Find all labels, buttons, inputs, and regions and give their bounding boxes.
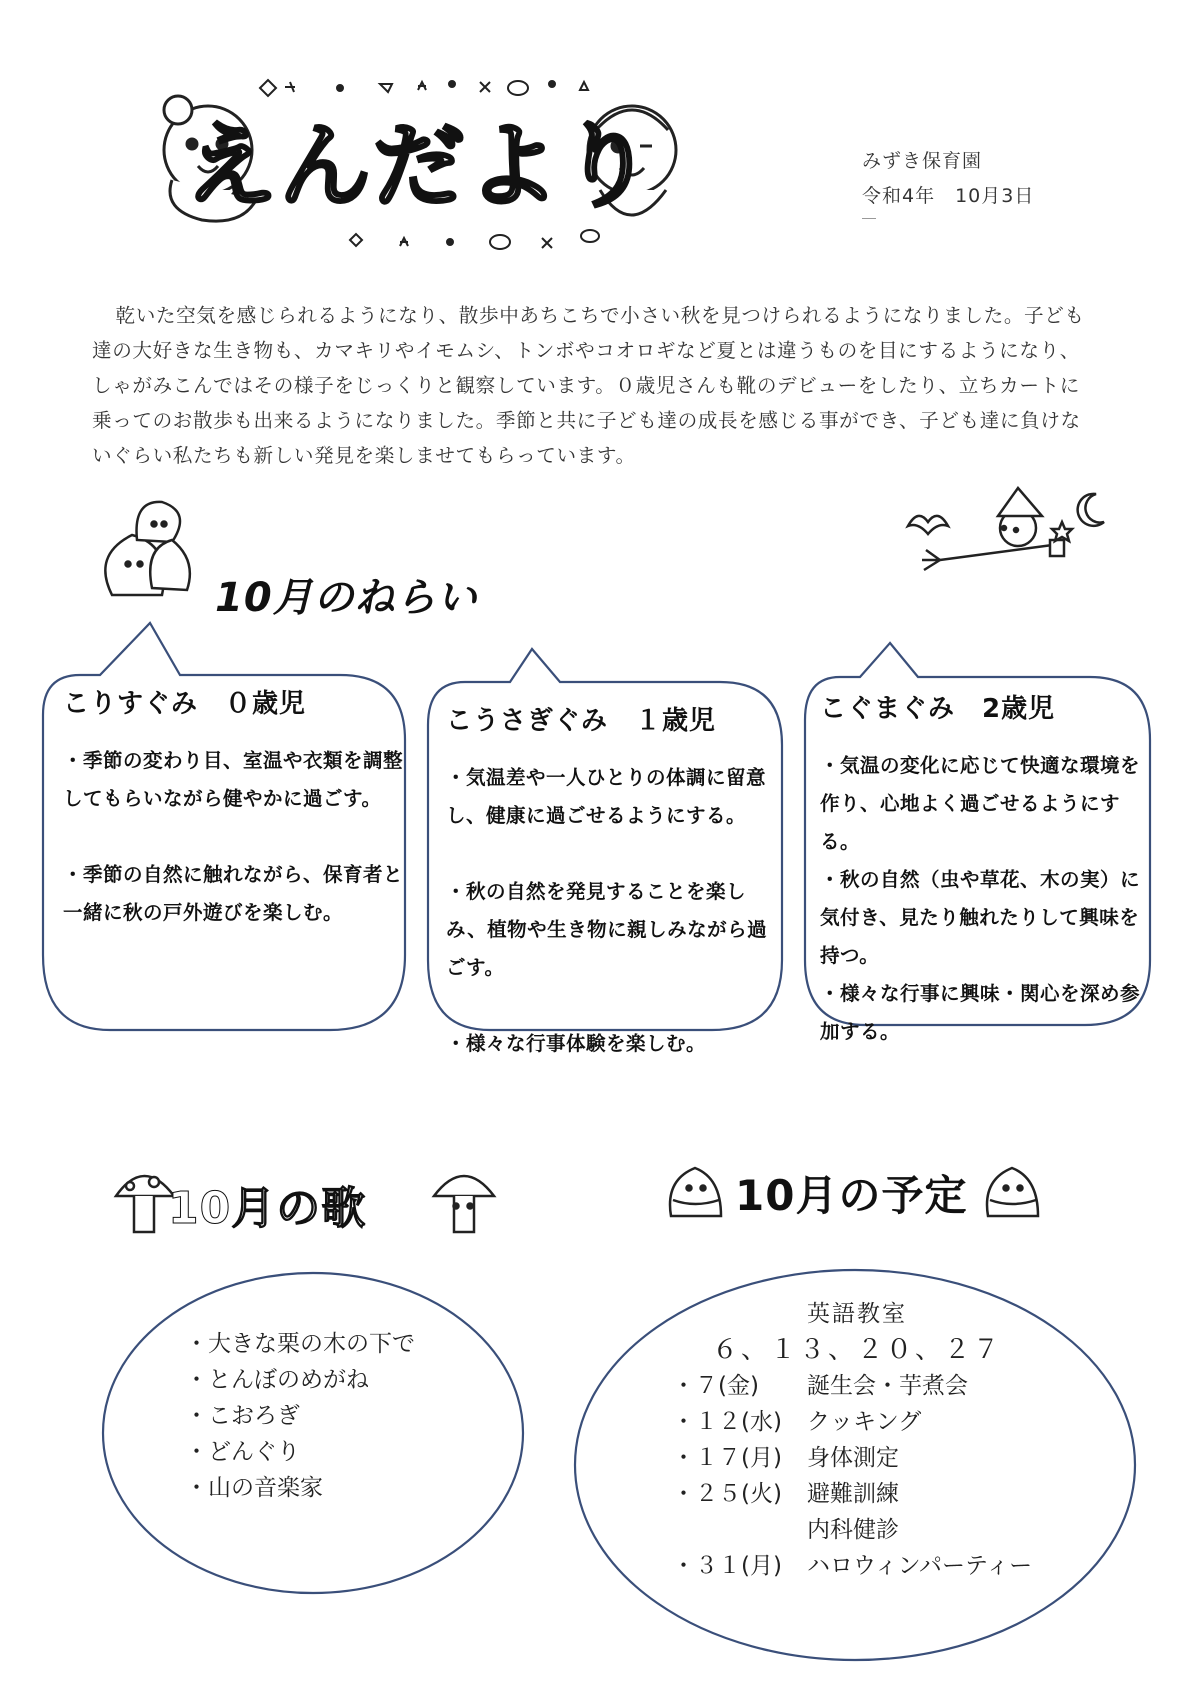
events-list — [672, 1296, 1042, 1584]
goal-paragraph: ・気温差や一人ひとりの体調に留意し、健康に過ごせるようにする。 — [446, 766, 767, 827]
goal-paragraph: ・季節の自然に触れながら、保育者と一緒に秋の戸外遊びを楽しむ。 — [63, 863, 404, 924]
chestnut-icon — [92, 500, 192, 600]
list-item — [672, 1548, 1042, 1584]
goal-paragraph: ・気温の変化に応じて快適な環境を作り、心地よく過ごせるようにする。 — [820, 754, 1141, 853]
list-item — [672, 1368, 1042, 1404]
english-class-dates: ６、１３、２０、２７ — [711, 1335, 1002, 1365]
group-name: こりすぐみ ０歳児 — [63, 689, 307, 719]
goal-paragraph: ・秋の自然（虫や草花、木の実）に気付き、見たり触れたりして興味を持つ。 — [820, 868, 1141, 967]
english-class-label: 英語教室 — [807, 1301, 907, 1327]
list-item — [672, 1404, 1042, 1440]
goal-paragraph: ・秋の自然を発見することを楽しみ、植物や生き物に親しみながら過ごす。 — [446, 880, 768, 979]
event-date: ・１７(月) — [672, 1445, 782, 1471]
list-item — [672, 1440, 1042, 1476]
group-name: こぐまぐみ 2歳児 — [820, 694, 1056, 724]
group-name: こうさぎぐみ １歳児 — [446, 706, 717, 736]
mushroom-icon — [430, 1160, 500, 1240]
event-name: 身体測定 — [807, 1445, 899, 1471]
event-date: ・１２(水) — [672, 1409, 782, 1435]
songs-list — [185, 1326, 415, 1506]
goal-paragraph: ・様々な行事体験を楽しむ。 — [446, 1032, 707, 1055]
goal-group-2 — [820, 694, 1141, 1051]
goal-group-0 — [63, 689, 404, 932]
chestnut-icon — [982, 1160, 1044, 1222]
issue-date: 令和4年 10月3日 — [862, 185, 1035, 207]
divider — [862, 218, 876, 219]
list-item: ・ 山の音楽家 — [185, 1470, 415, 1506]
list-item: ・ 大きな栗の木の下で — [185, 1326, 415, 1362]
goal-paragraph: ・季節の変わり目、室温や衣類を調整してもらいながら健やかに過ごす。 — [63, 749, 404, 810]
intro-paragraph: 乾いた空気を感じられるようになり、散歩中あちこちで小さい秋を見つけられるようになりました。子ども達の大好きな生き物も、カマキリやイモムシ、トンボやコオロギなど夏とは違うものを目にするようになり、しゃがみこんではその様子をじっくりと観察しています。０歳児さんも靴のデビューをしたり、立ちカートに乗ってのお散歩も出来るようになりました。季節と共に子ども達の成長を感じる事ができ、子ども達に負けないぐらい私たちも新しい発見を楽しませてもらっています。 — [92, 304, 1085, 467]
event-name: 内科健診 — [807, 1517, 899, 1543]
list-item: ・ こおろぎ — [185, 1398, 415, 1434]
list-item: ・ とんぼのめがね — [185, 1362, 415, 1398]
goal-paragraph: ・様々な行事に興味・関心を深め参加する。 — [820, 982, 1141, 1043]
list-item: ・ どんぐり — [185, 1434, 415, 1470]
event-date: ・７(金) — [672, 1373, 759, 1399]
event-name: 誕生会・芋煮会 — [807, 1373, 968, 1399]
masthead-illustration — [150, 70, 690, 255]
event-date: ・３１(月) — [672, 1553, 782, 1579]
songs-title: 10月の歌 — [168, 1183, 367, 1234]
event-name: 避難訓練 — [807, 1481, 899, 1507]
list-item — [672, 1476, 1042, 1512]
chestnut-icon — [665, 1160, 727, 1222]
event-name: ハロウィンパーティー — [807, 1553, 1033, 1579]
event-name: クッキング — [807, 1409, 922, 1435]
masthead-title: えんだより — [184, 113, 656, 220]
goal-group-1 — [446, 706, 776, 1063]
event-date: ・２５(火) — [672, 1481, 782, 1507]
school-name: みずき保育園 — [862, 150, 983, 172]
goals-title: 10月のねらい — [215, 575, 478, 621]
events-title: 10月の予定 — [735, 1171, 968, 1220]
witch-halloween-illustration — [900, 486, 1120, 591]
